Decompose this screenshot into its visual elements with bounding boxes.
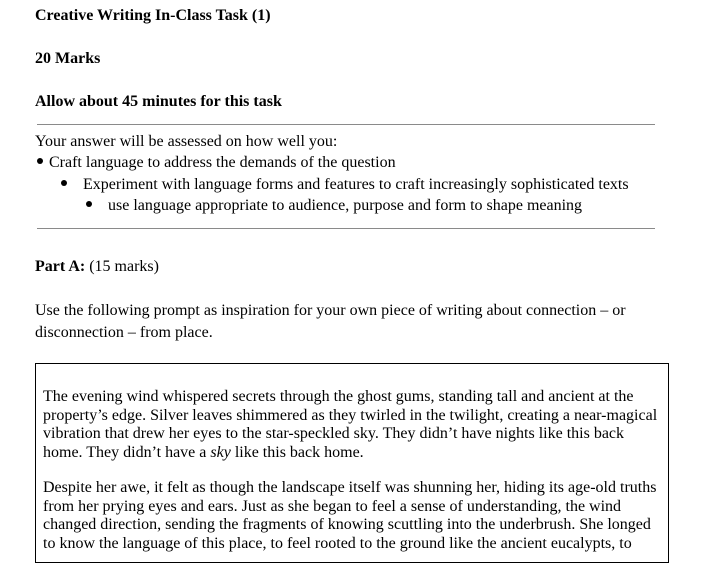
part-a-label: Part A:	[35, 258, 86, 275]
part-a-marks: (15 marks)	[89, 258, 159, 275]
task-title: Creative Writing In-Class Task (1)	[35, 7, 271, 24]
bullet-icon	[61, 180, 67, 186]
assessment-intro: Your answer will be assessed on how well you:	[35, 133, 338, 150]
criteria-text: use language appropriate to audience, purpose and form to shape meaning	[108, 197, 583, 214]
divider-bottom	[37, 228, 655, 229]
part-a-instruction: Use the following prompt as inspiration for your own piece of writing about connection – or disconnection – from place.	[35, 302, 626, 341]
criteria-item	[86, 197, 582, 215]
stimulus-paragraph-1	[43, 388, 665, 462]
bullet-icon	[37, 158, 43, 164]
total-marks: 20 Marks	[35, 50, 101, 67]
stimulus-text: The evening wind whispered secrets through the ghost gums, standing tall and ancient at the property’s edge. Silver leaves shimmered as they twirled in the twilight, creating a near-magical vibration that drew her eyes to the star-speckled sky. They didn’t have nights like this back home. They didn’t have a	[43, 388, 658, 461]
criteria-item	[61, 176, 629, 194]
time-allowance: Allow about 45 minutes for this task	[35, 93, 282, 110]
divider-top	[37, 124, 655, 125]
stimulus-italic-word: sky	[210, 443, 231, 461]
criteria-text: Experiment with language forms and features to craft increasingly sophisticated texts	[83, 176, 629, 193]
criteria-item	[37, 154, 396, 172]
criteria-text: Craft language to address the demands of the question	[49, 154, 396, 171]
stimulus-text: like this back home.	[230, 443, 364, 461]
stimulus-paragraph-2: Despite her awe, it felt as though the landscape itself was shunning her, hiding its age-old truths from her prying eyes and ears. Just as she began to feel a sense of understanding, the wind changed direction, sending the fragments of knowing scuttling into the underbrush. She longed to know the language of this place, to feel rooted to the ground like the ancient eucalypts, to	[43, 479, 657, 552]
bullet-icon	[86, 201, 92, 207]
part-a-heading	[35, 258, 159, 276]
stimulus-text-box	[35, 363, 669, 563]
